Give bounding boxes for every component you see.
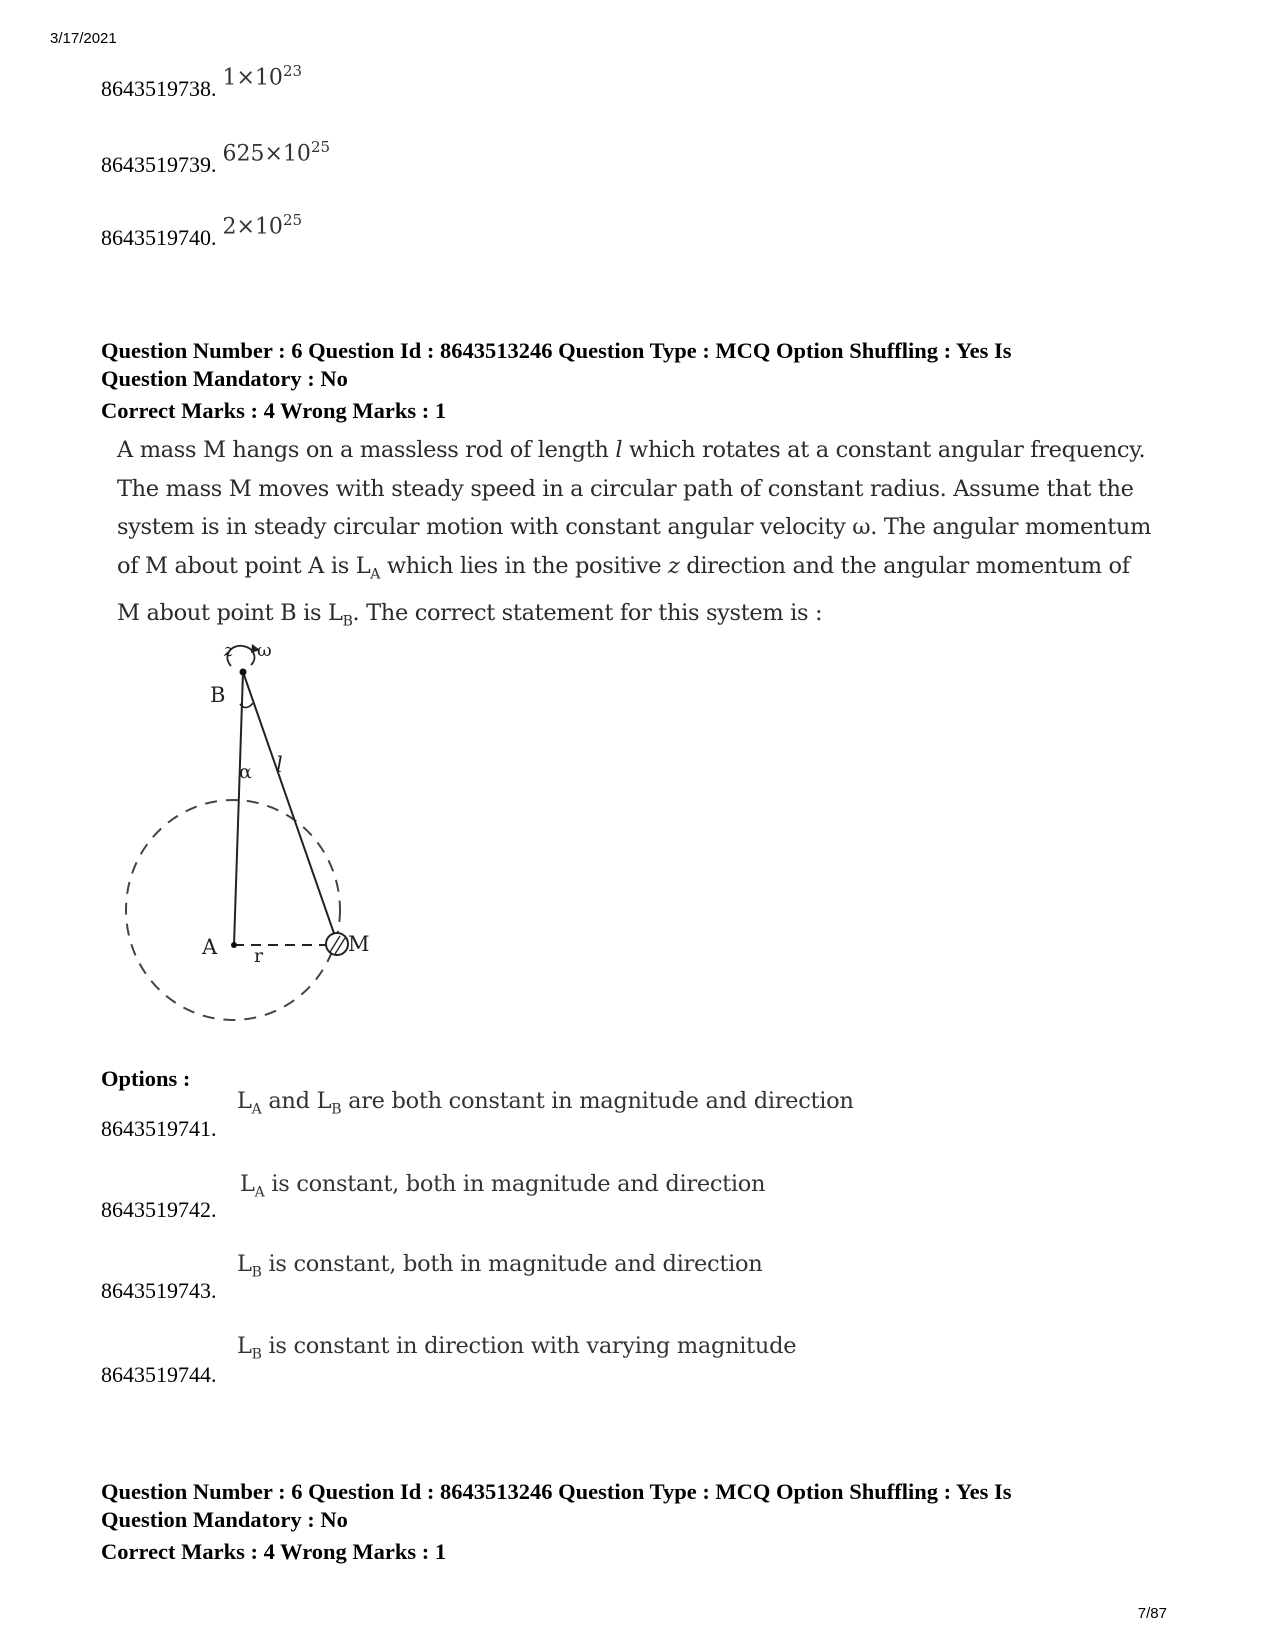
- question-text: [117, 431, 1177, 641]
- option-value: $625\times 10^{25}$: [222, 137, 331, 166]
- option-value: $2\times 10^{25}$: [222, 210, 303, 239]
- label-r: r: [254, 945, 264, 967]
- option-text: $L_A$ and $L_B$ are both constant in magnitude and direction: [237, 1088, 854, 1118]
- conical-pendulum-diagram: [118, 640, 398, 1050]
- label-omega: ω: [257, 640, 272, 661]
- next-question-meta: [101, 1478, 1012, 1566]
- option-value: $1\times 10^{23}$: [222, 61, 303, 90]
- point-a: [231, 942, 237, 948]
- point-b: [240, 669, 247, 676]
- label-a: A: [202, 935, 218, 959]
- question-marks: Correct Marks : 4 Wrong Marks : 1: [101, 398, 447, 423]
- question-line: M about point B is $L_B$. The correct statement for this system is :: [117, 599, 823, 629]
- option-text: $L_B$ is constant, both in magnitude and direction: [237, 1251, 763, 1281]
- option-text: $L_B$ is constant in direction with varying magnitude: [237, 1333, 797, 1363]
- label-m: M: [348, 932, 370, 956]
- vertical-axis-line: [234, 672, 243, 945]
- question-line: The mass M moves with steady speed in a circular path of constant radius. Assume that the: [117, 475, 1134, 502]
- question-meta: [101, 337, 1012, 425]
- option-id: 8643519738.: [101, 76, 217, 101]
- label-l: l: [276, 753, 283, 777]
- option-id: 8643519741.: [101, 1116, 217, 1141]
- prev-option-1: [101, 61, 303, 102]
- option-id: 8643519744.: [101, 1362, 217, 1387]
- rod-line: [243, 672, 337, 942]
- option-text: $L_A$ is constant, both in magnitude and direction: [240, 1171, 766, 1201]
- question-header-line-1: Question Number : 6 Question Id : 8643513246 Question Type : MCQ Option Shuffling : Yes Is: [101, 1479, 1012, 1504]
- option-id: 8643519742.: [101, 1197, 217, 1222]
- question-header-line-2: Question Mandatory : No: [101, 1507, 348, 1532]
- label-b: B: [210, 683, 226, 707]
- question-line: A mass M hangs on a massless rod of length l which rotates at a constant angular frequency.: [117, 437, 1146, 463]
- option-id: 8643519743.: [101, 1278, 217, 1303]
- label-z: z: [224, 640, 234, 661]
- options-label: Options :: [101, 1066, 191, 1091]
- prev-option-2: [101, 137, 331, 178]
- question-header-line-1: Question Number : 6 Question Id : 8643513246 Question Type : MCQ Option Shuffling : Yes Is: [101, 338, 1012, 363]
- print-date: 3/17/2021: [50, 30, 117, 47]
- circular-path: [126, 800, 340, 1020]
- question-line: system is in steady circular motion with constant angular velocity ω. The angular momentum: [117, 514, 1152, 540]
- option-id: 8643519739.: [101, 152, 217, 177]
- question-line: of M about point A is $L_A$ which lies in the positive z direction and the angular momentum of: [117, 552, 1130, 582]
- option-id: 8643519740.: [101, 225, 217, 250]
- prev-option-3: [101, 210, 303, 251]
- question-marks: Correct Marks : 4 Wrong Marks : 1: [101, 1539, 447, 1564]
- label-alpha: α: [239, 761, 252, 783]
- question-header-line-2: Question Mandatory : No: [101, 366, 348, 391]
- page-number: 7/87: [1137, 1605, 1167, 1622]
